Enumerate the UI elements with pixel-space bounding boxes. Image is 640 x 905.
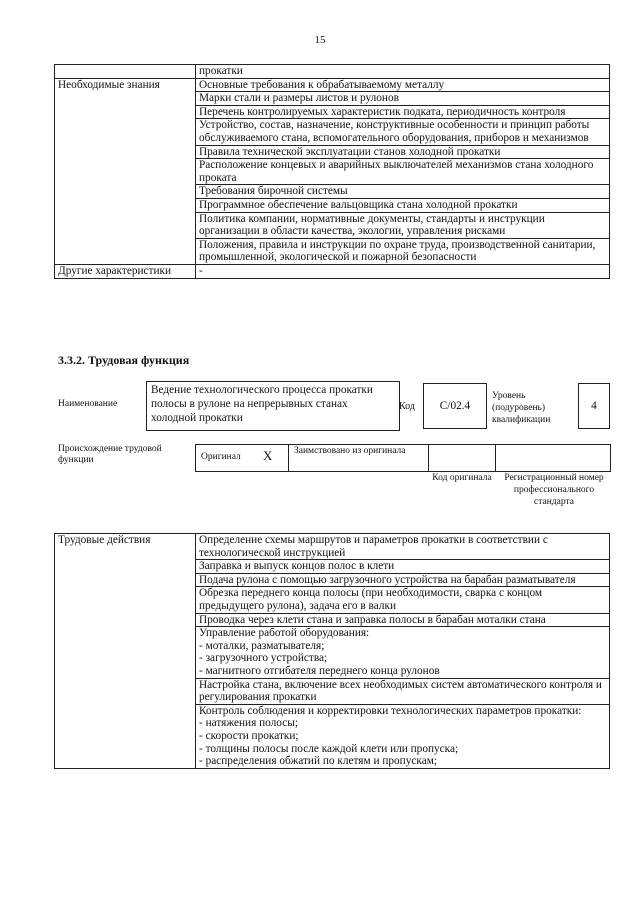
content-line: Настройка стана, включение всех необходимых систем автоматического контроля и регулирования прокатки <box>199 678 602 704</box>
row-content <box>196 198 610 212</box>
row-label <box>55 105 196 119</box>
content-line: Правила технической эксплуатации станов холодной прокатки <box>199 145 501 158</box>
code-label: Код <box>399 401 415 412</box>
row-content <box>196 105 610 119</box>
origin-label: Происхождение трудовой функции <box>58 444 162 465</box>
row-label <box>55 159 196 185</box>
row-content <box>196 534 610 560</box>
row-label <box>55 627 196 678</box>
row-label: Необходимые знания <box>55 78 196 92</box>
row-label <box>55 212 196 238</box>
table-row <box>55 92 610 106</box>
content-line: прокатки <box>199 65 243 77</box>
original-mark: X <box>263 448 273 463</box>
row-content <box>196 587 610 613</box>
content-line: - моталки, разматывателя; <box>199 639 325 652</box>
level-value: 4 <box>578 383 610 429</box>
row-content <box>196 145 610 159</box>
content-line: - натяжения полосы; <box>199 717 298 730</box>
function-name: Ведение технологического процесса прокатки полосы в рулоне на непрерывных станах холодной прокатки <box>146 381 400 431</box>
content-line: Обрезка переднего конца полосы (при необходимости, сварка с концом предыдущего рулона), задача его в валки <box>199 587 543 612</box>
content-line: - магнитного отгибателя переднего конца рулонов <box>199 664 440 677</box>
row-label: Трудовые действия <box>55 534 196 560</box>
content-line: Основные требования к обрабатываемому металлу <box>199 78 445 91</box>
row-content <box>196 573 610 587</box>
row-label <box>55 145 196 159</box>
page-number: 15 <box>314 34 326 46</box>
table-row <box>55 264 610 278</box>
table-row <box>55 78 610 92</box>
row-label <box>55 92 196 106</box>
row-label <box>55 613 196 627</box>
table-row <box>55 587 610 613</box>
borrowed-label: Заимствовано из оригинала <box>294 446 406 456</box>
content-line: Устройство, состав, назначение, конструктивные особенности и принцип работы обслуживаемого стана, вспомогательного оборудования, приборов и механизмов <box>199 119 590 144</box>
row-label <box>55 65 196 79</box>
row-content <box>196 212 610 238</box>
level-label: Уровень (подуровень) квалификации <box>492 391 551 425</box>
row-content <box>196 185 610 199</box>
row-content <box>196 264 610 278</box>
row-label <box>55 678 196 704</box>
row-content <box>196 560 610 574</box>
row-label <box>55 198 196 212</box>
content-line: Определение схемы маршрутов и параметров прокатки в соответствии с технологической инструкцией <box>199 534 548 559</box>
row-content <box>196 92 610 106</box>
table-row <box>55 159 610 185</box>
row-content <box>196 65 610 79</box>
table-row <box>55 613 610 627</box>
row-label: Другие характеристики <box>55 264 196 278</box>
row-content <box>196 613 610 627</box>
original-label: Оригинал <box>201 452 241 462</box>
content-line: Управление работой оборудования: <box>199 627 370 640</box>
row-label <box>55 238 196 264</box>
content-line: Контроль соблюдения и корректировки технологических параметров прокатки: <box>199 704 582 717</box>
content-line: Политика компании, нормативные документы, стандарты и инструкции организации в области качества, экологии, управления рисками <box>199 212 545 238</box>
labor-actions-table <box>54 533 610 769</box>
content-line: - скорости прокатки; <box>199 729 299 742</box>
code-value: С/02.4 <box>423 383 487 429</box>
row-content <box>196 678 610 704</box>
content-line: Положения, правила и инструкции по охране труда, производственной санитарии, промышленной, экологической и пожарной безопасности <box>199 238 596 264</box>
row-content <box>196 704 610 768</box>
row-content <box>196 627 610 678</box>
code-caption: Код оригинала <box>432 473 492 483</box>
table-row <box>55 534 610 560</box>
row-content <box>196 238 610 264</box>
table-row <box>55 212 610 238</box>
reg-caption: Регистрационный номер профессионального стандарта <box>504 473 604 507</box>
knowledge-table <box>54 64 610 279</box>
table-row <box>55 145 610 159</box>
content-line: Перечень контролируемых характеристик подката, периодичность контроля <box>199 105 566 118</box>
table-row <box>55 198 610 212</box>
row-content <box>196 78 610 92</box>
content-line: - загрузочного устройства; <box>199 652 328 665</box>
content-line: Расположение концевых и аварийных выключателей механизмов стана холодного проката <box>199 159 594 184</box>
name-label: Наименование <box>58 399 118 409</box>
content-line: - распределения обжатий по клетям и пропускам; <box>199 755 437 768</box>
table-row <box>55 238 610 264</box>
row-label <box>55 185 196 199</box>
row-content <box>196 119 610 145</box>
table-row <box>55 105 610 119</box>
content-line: Требования бирочной системы <box>199 185 348 198</box>
section-heading: 3.3.2. Трудовая функция <box>58 353 190 367</box>
table-row <box>55 185 610 199</box>
table-row <box>55 627 610 678</box>
content-line: Марки стали и размеры листов и рулонов <box>199 92 399 105</box>
row-label <box>55 560 196 574</box>
row-label <box>55 119 196 145</box>
table-row <box>55 65 610 79</box>
table-row <box>55 560 610 574</box>
table-row <box>55 573 610 587</box>
table-row <box>55 704 610 768</box>
row-label <box>55 587 196 613</box>
content-line: Проводка через клети стана и заправка полосы в барабан моталки стана <box>199 613 546 626</box>
row-content <box>196 159 610 185</box>
table-row <box>55 119 610 145</box>
row-label <box>55 704 196 768</box>
content-line: - толщины полосы после каждой клети или пропуска; <box>199 742 459 755</box>
content-line: Программное обеспечение вальцовщика стана холодной прокатки <box>199 198 518 211</box>
table-row <box>55 678 610 704</box>
row-label <box>55 573 196 587</box>
content-line: Подача рулона с помощью загрузочного устройства на барабан разматывателя <box>199 573 576 586</box>
content-line: - <box>199 264 203 277</box>
content-line: Заправка и выпуск концов полос в клети <box>199 560 395 573</box>
